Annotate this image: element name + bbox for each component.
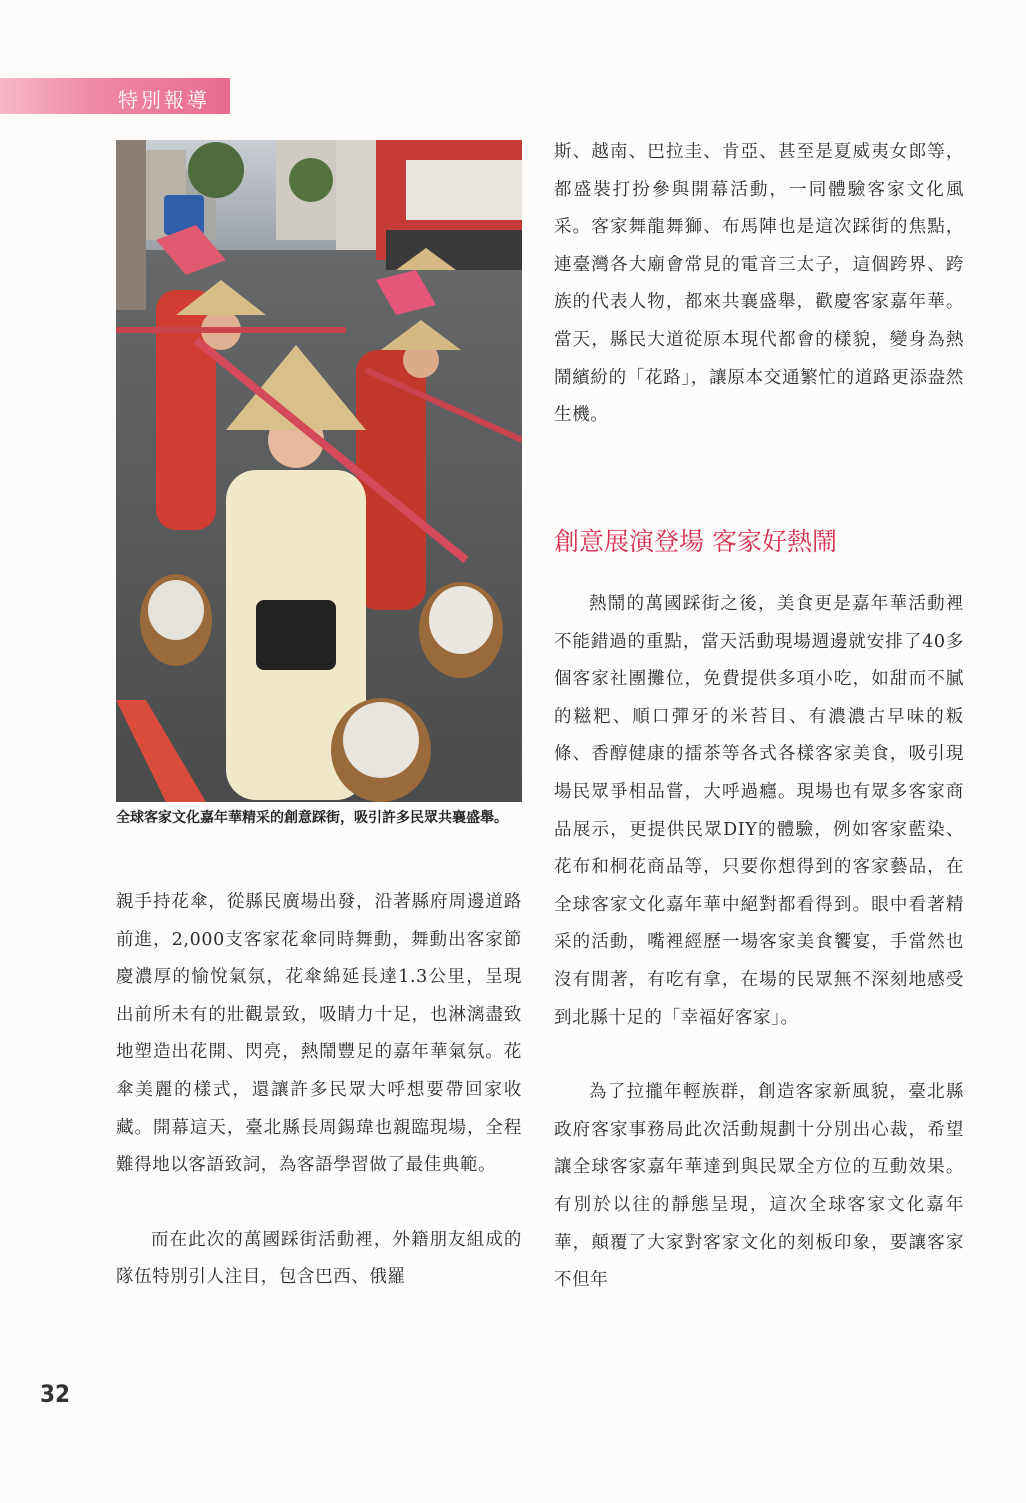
right-column-top xyxy=(554,134,964,435)
parade-photo xyxy=(116,140,522,802)
left-paragraph-2: 而在此次的萬國踩街活動裡，外籍朋友組成的隊伍特別引人注目，包含巴西、俄羅 xyxy=(116,1229,522,1288)
right-column-bottom xyxy=(554,586,964,1300)
page-number: 32 xyxy=(40,1380,71,1408)
photo-caption: 全球客家文化嘉年華精采的創意踩街，吸引許多民眾共襄盛舉。 xyxy=(116,810,508,826)
left-column xyxy=(116,884,522,1297)
right-paragraph-2: 為了拉攏年輕族群，創造客家新風貌，臺北縣政府客家事務局此次活動規劃十分別出心裁，希望讓全球客家嘉年華達到與民眾全方位的互動效果。有別於以往的靜態呈現，這次全球客家文化嘉年華，顛覆了大家對客家文化的刻板印象，要讓客家不但年 xyxy=(554,1082,964,1291)
section-tab xyxy=(0,78,230,114)
right-top-paragraph: 斯、越南、巴拉圭、肯亞、甚至是夏威夷女郎等，都盛裝打扮參與開幕活動，一同體驗客家文化風采。客家舞龍舞獅、布馬陣也是這次踩街的焦點，連臺灣各大廟會常見的電音三太子，這個跨界、跨族的代表人物，都來共襄盛舉，歡慶客家嘉年華。當天，縣民大道從原本現代都會的樣貌，變身為熱鬧繽紛的「花路」，讓原本交通繁忙的道路更添盎然生機。 xyxy=(554,142,964,426)
section-label: 特別報導 xyxy=(118,88,210,112)
left-paragraph-1: 親手持花傘，從縣民廣場出發，沿著縣府周邊道路前進，2,000支客家花傘同時舞動，舞動出客家節慶濃厚的愉悅氣氛，花傘綿延長達1.3公里，呈現出前所未有的壯觀景致，吸睛力十足，也淋漓盡致地塑造出花開、閃亮，熱鬧豐足的嘉年華氣氛。花傘美麗的樣式，還讓許多民眾大呼想要帶回家收藏。開幕這天，臺北縣長周錫瑋也親臨現場，全程難得地以客語致詞，為客語學習做了最佳典範。 xyxy=(116,892,522,1176)
right-paragraph-1: 熱鬧的萬國踩街之後，美食更是嘉年華活動裡不能錯過的重點，當天活動現場週邊就安排了40多個客家社團攤位，免費提供多項小吃，如甜而不膩的糍粑、順口彈牙的米苔目、有濃濃古早味的粄條、香醇健康的擂茶等各式各樣客家美食，吸引現場民眾爭相品嘗，大呼過癮。現場也有眾多客家商品展示，更提供民眾DIY的體驗，例如客家藍染、花布和桐花商品等，只要你想得到的客家藝品，在全球客家文化嘉年華中絕對都看得到。眼中看著精采的活動，嘴裡經歷一場客家美食饗宴，手當然也沒有閒著，有吃有拿，在場的民眾無不深刻地感受到北縣十足的「幸福好客家」。 xyxy=(554,594,964,1028)
section-heading: 創意展演登場 客家好熱鬧 xyxy=(554,527,837,556)
